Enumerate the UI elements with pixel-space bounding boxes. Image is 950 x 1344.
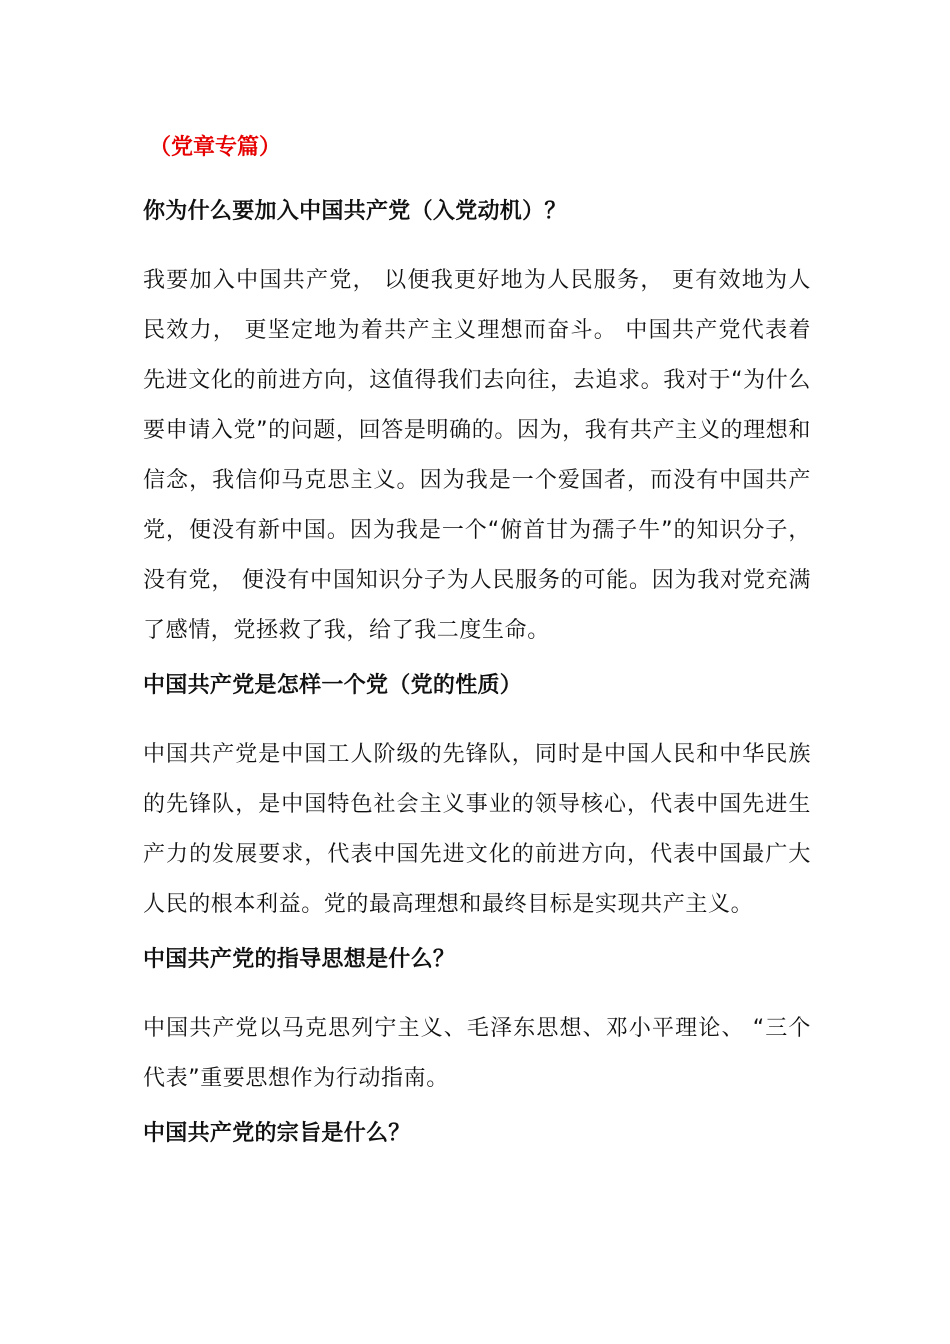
question-heading: 中国共产党的指导思想是什么？ <box>143 947 456 972</box>
question-heading: 你为什么要加入中国共产党（入党动机）？ <box>143 199 567 224</box>
document-content <box>143 128 811 1178</box>
question-heading: 中国共产党是怎样一个党（党的性质） <box>143 673 523 698</box>
answer-paragraph: 中国共产党是中国工人阶级的先锋队，同时是中国人民和中华民族的先锋队，是中国特色社会主义事业的领导核心，代表中国先进生产力的发展要求，代表中国先进文化的前进方向，代表中国最广大人民的根本利益。党的最高理想和最终目标是实现共产主义。 <box>143 742 811 917</box>
question-heading: 中国共产党的宗旨是什么？ <box>143 1121 411 1146</box>
answer-paragraph: 中国共产党以马克思列宁主义、毛泽东思想、邓小平理论、 “三个代表”重要思想作为行动指南。 <box>143 1016 811 1091</box>
answer-paragraph: 我要加入中国共产党， 以便我更好地为人民服务， 更有效地为人民效力， 更坚定地为着共产主义理想而奋斗。 中国共产党代表着先进文化的前进方向，这值得我们去向往，去追求。我对于“为什么要申请入党”的问题，回答是明确的。因为，我有共产主义的理想和信念，我信仰马克思主义。因为我是一个爱国者，而没有中国共产党，便没有新中国。因为我是一个“俯首甘为孺子牛”的知识分子， 没有党， 便没有中国知识分子为人民服务的可能。因为我对党充满了感情，党拯救了我，给了我二度生命。 <box>143 268 811 643</box>
section-tag: （党章专篇） <box>149 135 282 160</box>
